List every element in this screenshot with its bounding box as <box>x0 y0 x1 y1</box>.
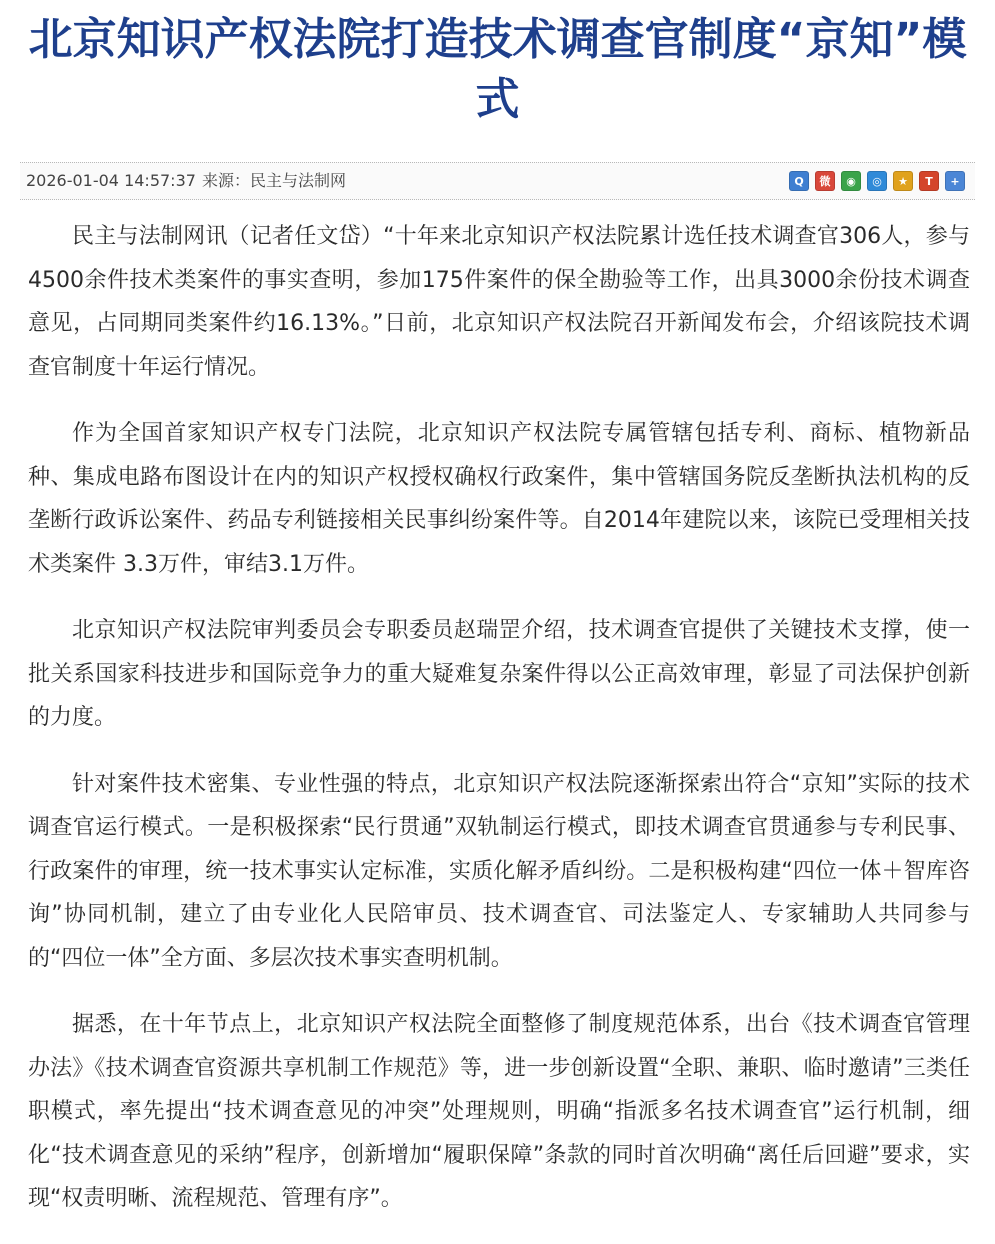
article-paragraph: 民主与法制网讯（记者任文岱）“十年来北京知识产权法院累计选任技术调查官306人，参与4500余件技术类案件的事实查明，参加175件案件的保全勘验等工作，出具3000余份技术调查意见，占同期同类案件约16.13%。”日前，北京知识产权法院召开新闻发布会，介绍该院技术调查官制度十年运行情况。 <box>28 224 970 380</box>
share-wechat-icon[interactable]: ◉ <box>841 171 861 191</box>
article-paragraph: 据悉，在十年节点上，北京知识产权法院全面整修了制度规范体系，出台《技术调查官管理办法》《技术调查官资源共享机制工作规范》等，进一步创新设置“全职、兼职、临时邀请”三类任职模式，率先提出“技术调查意见的冲突”处理规则，明确“指派多名技术调查官”运行机制，细化“技术调查意见的采纳”程序，创新增加“履职保障”条款的同时首次明确“离任后回避”要求，实现“权责明晰、流程规范、管理有序”。 <box>28 1012 970 1211</box>
share-toolbar <box>789 171 965 191</box>
article-meta <box>26 163 352 199</box>
share-more-icon[interactable]: + <box>945 171 965 191</box>
article-paragraph: 北京知识产权法院审判委员会专职委员赵瑞罡介绍，技术调查官提供了关键技术支撑，使一批关系国家科技进步和国际竞争力的重大疑难复杂案件得以公正高效审理，彰显了司法保护创新的力度。 <box>28 618 970 730</box>
share-qzone-icon[interactable]: Q <box>789 171 809 191</box>
article-meta-bar <box>20 162 975 200</box>
publish-datetime: 2026-01-04 14:57:37 <box>26 171 196 190</box>
article-paragraph: 作为全国首家知识产权专门法院，北京知识产权法院专属管辖包括专利、商标、植物新品种、集成电路布图设计在内的知识产权授权确权行政案件，集中管辖国务院反垄断执法机构的反垄断行政诉讼案件、药品专利链接相关民事纠纷案件等。自2014年建院以来，该院已受理相关技术类案件 3.3万件，审结3.1万件。 <box>28 421 970 577</box>
article-body <box>28 215 970 1244</box>
share-weibo-icon[interactable]: 微 <box>815 171 835 191</box>
share-renren-icon[interactable]: T <box>919 171 939 191</box>
share-favorite-icon[interactable]: ★ <box>893 171 913 191</box>
article-title: 北京知识产权法院打造技术调查官制度“京知”模式 <box>28 14 967 125</box>
source-label: 来源： <box>201 171 250 190</box>
article-paragraph: 针对案件技术密集、专业性强的特点，北京知识产权法院逐渐探索出符合“京知”实际的技术调查官运行模式。一是积极探索“民行贯通”双轨制运行模式，即技术调查官贯通参与专利民事、行政案件的审理，统一技术事实认定标准，实质化解矛盾纠纷。二是积极构建“四位一体＋智库咨询”协同机制，建立了由专业化人民陪审员、技术调查官、司法鉴定人、专家辅助人共同参与的“四位一体”全方面、多层次技术事实查明机制。 <box>28 771 970 971</box>
share-tencent-icon[interactable]: ◎ <box>867 171 887 191</box>
source-name: 民主与法制网 <box>249 171 346 190</box>
